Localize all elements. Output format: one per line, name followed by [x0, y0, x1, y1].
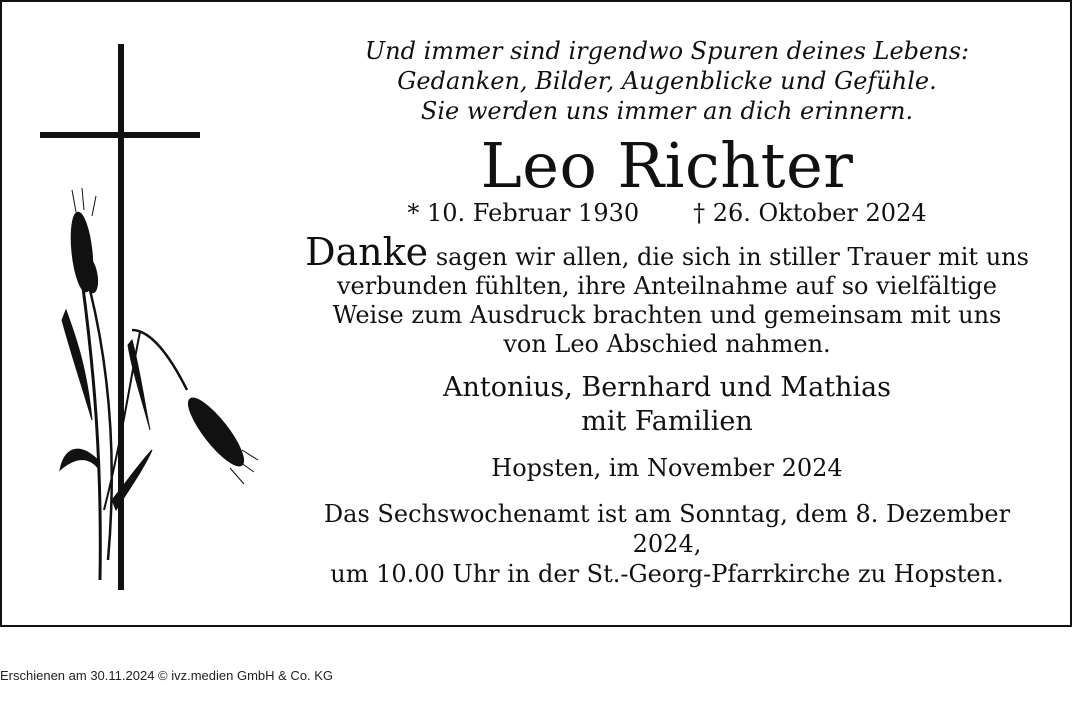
wheat-icon [60, 188, 258, 580]
service-line: Das Sechswochenamt ist am Sonntag, dem 8. Dezember 2024, [323, 500, 1011, 558]
life-dates [292, 198, 1042, 228]
service-line: um 10.00 Uhr in der St.-Georg-Pfarrkirche zu Hopsten. [330, 560, 1004, 588]
service-info [292, 499, 1042, 589]
memorial-poem [292, 36, 1042, 126]
birth-date: * 10. Februar 1930 [407, 199, 640, 227]
family-names: Antonius, Bernhard und Mathias [442, 372, 892, 403]
cross-wheat-illustration [32, 40, 262, 600]
thanks-line: Weise zum Ausdruck brachten und gemeinsam mit uns [332, 301, 1002, 329]
death-date: † 26. Oktober 2024 [693, 199, 927, 227]
poem-line: Und immer sind irgendwo Spuren deines Lebens: [364, 37, 970, 65]
publication-footer: Erschienen am 30.11.2024 © ivz.medien GmbH & Co. KG [0, 668, 334, 683]
thanks-line: von Leo Abschied nahmen. [503, 330, 831, 358]
poem-line: Sie werden uns immer an dich erinnern. [420, 97, 914, 125]
family-signature [292, 371, 1042, 439]
thanks-line: verbunden fühlten, ihre Anteilnahme auf so vielfältige [337, 272, 997, 300]
thanks-lead: Danke [305, 230, 429, 274]
family-suffix: mit Familien [581, 406, 753, 437]
place-date: Hopsten, im November 2024 [491, 454, 843, 482]
thanks-text [292, 230, 1042, 359]
thanks-line: sagen wir allen, die sich in stiller Trauer mit uns [435, 243, 1029, 271]
deceased-name: Leo Richter [480, 129, 854, 202]
obituary-content [292, 36, 1042, 589]
poem-line: Gedanken, Bilder, Augenblicke und Gefühle. [397, 67, 937, 95]
